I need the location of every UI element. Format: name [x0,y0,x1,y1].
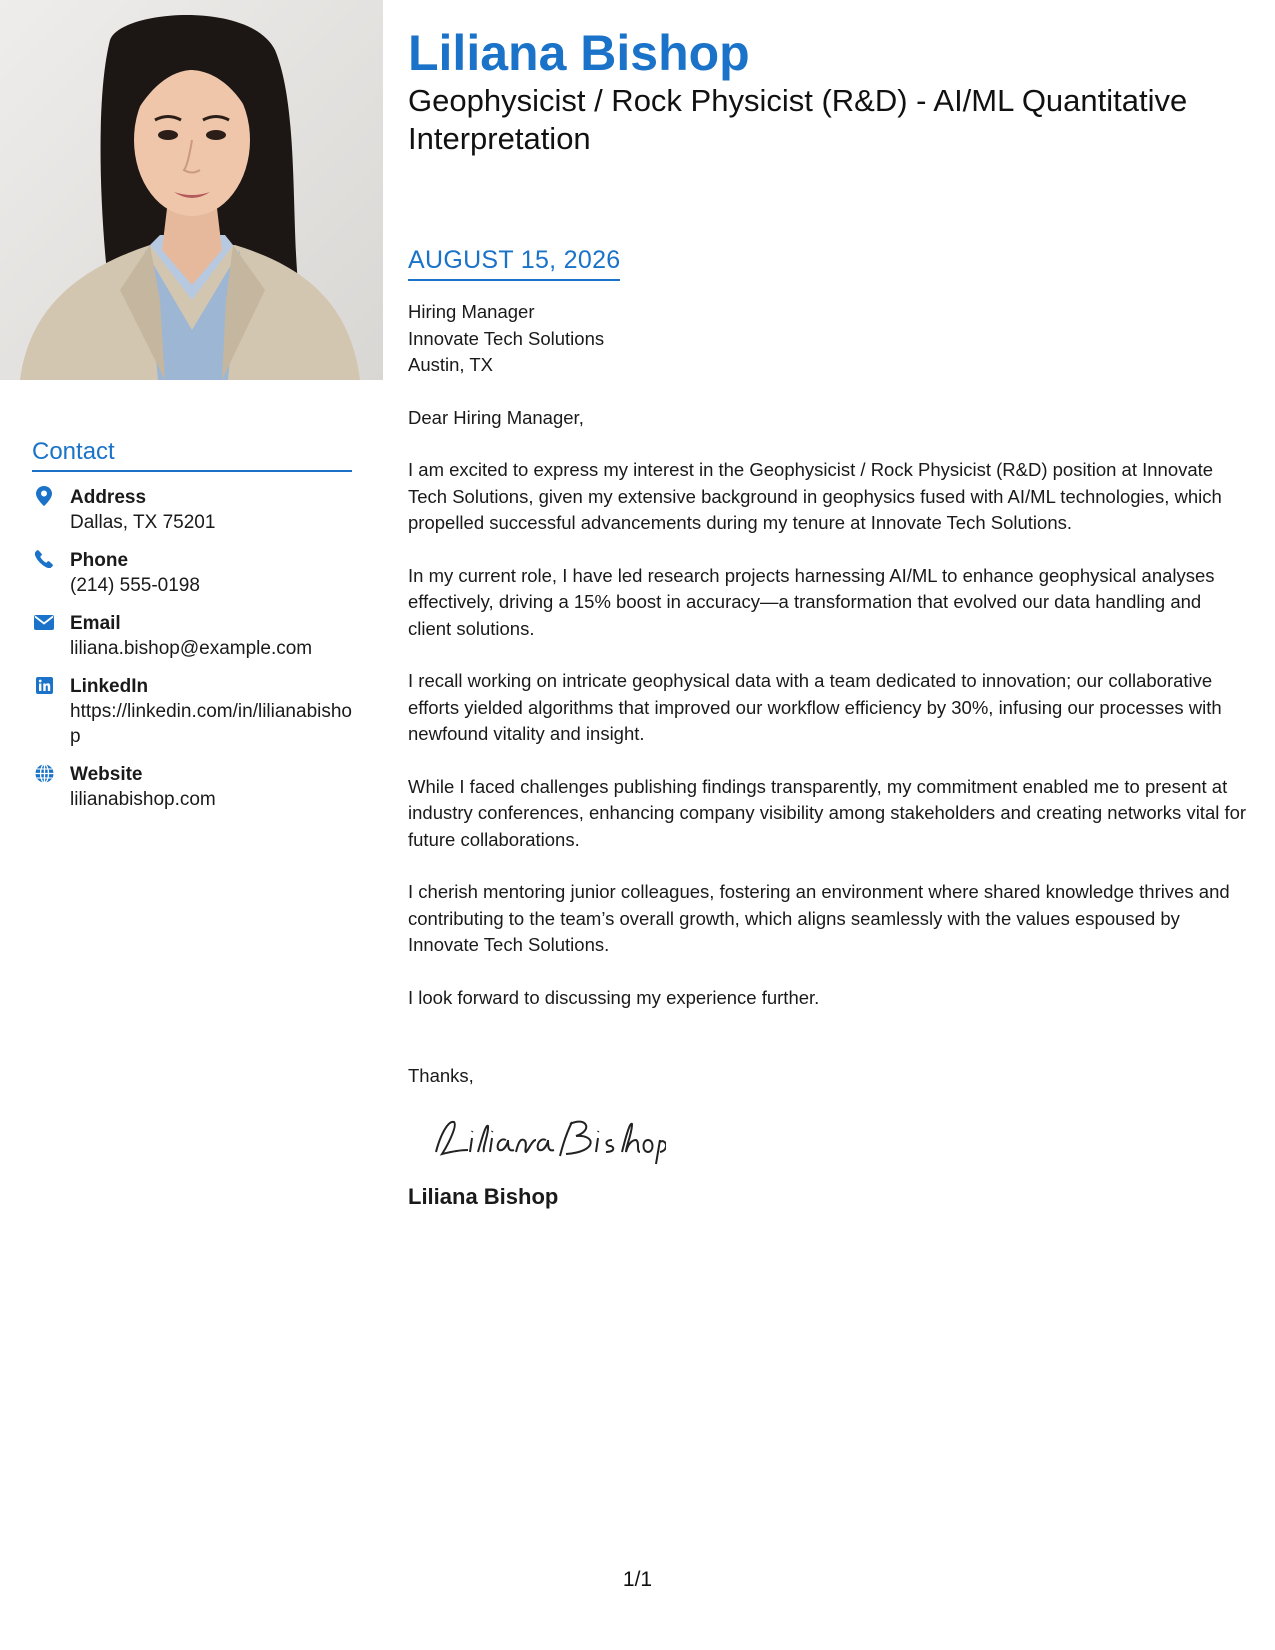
salutation: Dear Hiring Manager, [408,406,584,428]
phone-icon [34,549,54,569]
contact-value[interactable]: lilianabishop.com [70,789,216,810]
contact-label: Phone [70,550,129,571]
contact-value[interactable]: https://linkedin.com/in/lilianabishop [70,701,352,747]
envelope-icon [34,612,54,632]
job-title: Geophysicist / Rock Physicist (R&D) - AI/ML Quantitative Interpretation [408,83,1188,156]
contact-label: Email [70,613,121,634]
page-number: 1/1 [622,1568,653,1591]
recipient-line: Hiring Manager [408,301,535,322]
contact-label: Address [70,487,147,508]
contact-email [32,611,352,661]
contact-website [32,762,352,812]
letter-main [408,20,1248,1210]
body-paragraph: I look forward to discussing my experience further. [408,986,820,1008]
body-paragraph: I cherish mentoring junior colleagues, fostering an environment where shared knowledge thrives and contributing to the team’s overall growth, which aligns seamlessly with the values espoused by Innovate Tech Solutions. [408,881,1230,955]
contact-value[interactable]: liliana.bishop@example.com [70,638,313,659]
letter-date: AUGUST 15, 2026 [408,246,620,281]
contact-phone [32,548,352,598]
body-paragraph: I am excited to express my interest in the Geophysicist / Rock Physicist (R&D) position at Innovate Tech Solutions, given my extensive background in geophysics fused with AI/ML technologies, which propelled successful advancements during my tenure at Innovate Tech Solutions. [408,459,1222,533]
recipient-line: Austin, TX [408,354,494,375]
body-paragraph: In my current role, I have led research projects harnessing AI/ML to enhance geophysical analyses effectively, driving a 15% boost in accuracy—a transformation that evolved our data handling and client solutions. [408,564,1215,639]
signer-name: Liliana Bishop [408,1183,559,1209]
contact-label: Website [70,764,143,785]
contact-section [32,438,352,812]
recipient-line: Innovate Tech Solutions [408,327,605,349]
contact-value[interactable]: (214) 555-0198 [70,575,200,596]
handwritten-signature [426,1108,1248,1178]
contact-heading: Contact [32,438,352,472]
linkedin-icon [34,675,54,695]
location-pin-icon [34,486,54,506]
profile-photo [0,0,383,380]
body-paragraph: I recall working on intricate geophysical data with a team dedicated to innovation; our collaborative efforts yielded algorithms that improved our workflow efficiency by 30%, infusing our processes with newfound vitality and insight. [408,670,1222,744]
globe-icon [34,763,54,783]
contact-label: LinkedIn [70,676,149,697]
portrait-image [0,0,383,380]
recipient-block [408,299,1248,379]
closing-line: Thanks, [408,1065,474,1086]
candidate-name: Liliana Bishop [408,25,750,81]
contact-value: Dallas, TX 75201 [70,512,216,533]
contact-linkedin [32,674,352,749]
body-paragraph: While I faced challenges publishing findings transparently, my commitment enabled me to present at industry conferences, enhancing company visibility among stakeholders and creating networks vital for future collaborations. [408,775,1247,850]
contact-address [32,485,352,535]
